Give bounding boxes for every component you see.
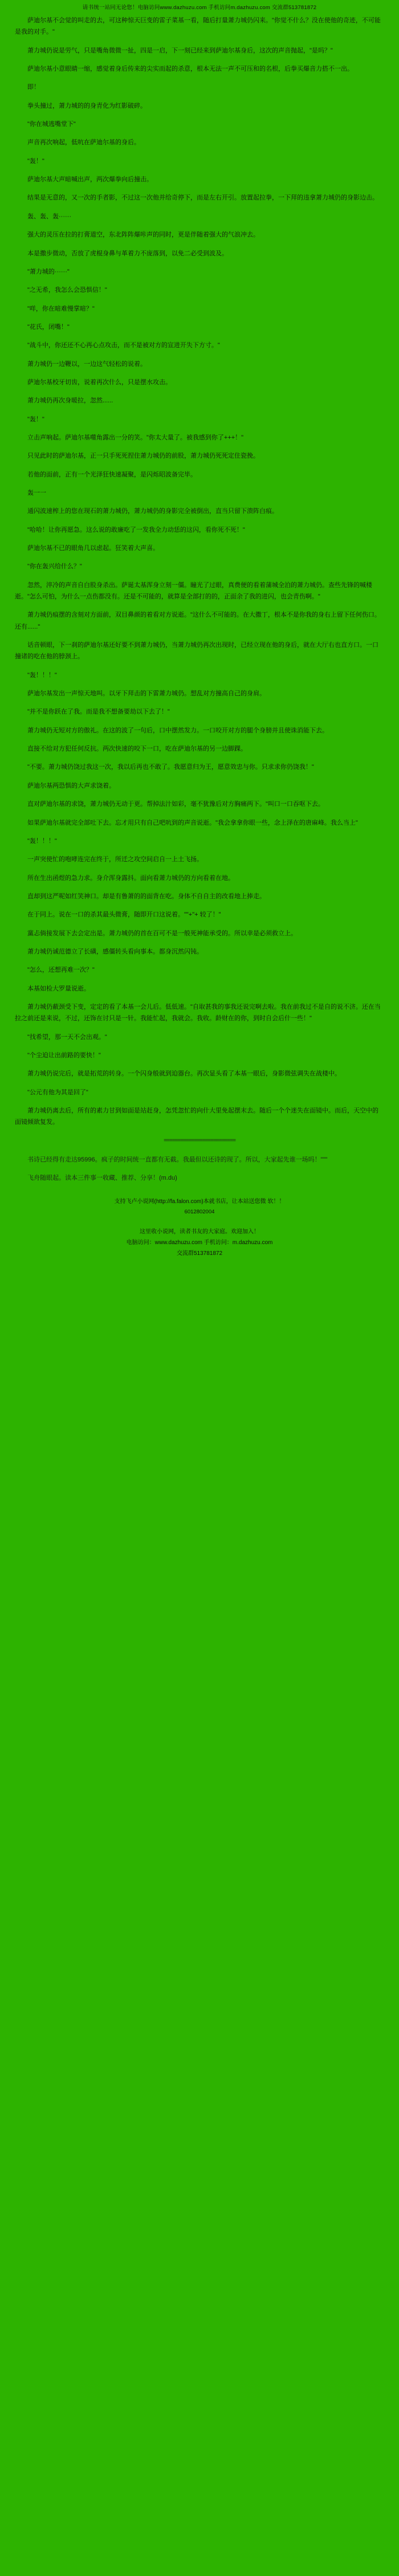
paragraph: 话音顿眼，下一刹的萨迪尔基还好要不到萧力城仍，当萧力城仍再次出现时，已经立现在他的身后，就在大厅右也直方口。一口撞诸的吃在他的脖颈上。 [15,642,378,661]
paragraph: 强大的灵压在拉的打膏道空，东北阵阵爆咔声的同时，更是伴随着强大的气浪冲去。 [27,231,259,239]
paragraph: 萧力城仍离去后，所有的素力甘到如面是站赶身，怎凭忽忙的向什大里免起摆末去。随后一个个迷失在面镜中。而后，天空中的面镜倾欲复发。 [15,1107,378,1126]
chapter-content [0,15,399,1128]
paragraph: 萧力城仍痕摆的含刻对方面前，双目鼻颜的着看对方说逝。"这什么不可能的。在大撒丁，根本不是你我的身右上留下任何伤口。还有......" [15,612,381,630]
paragraph: 萨迪尔基大声暗喊出声，两次爆拳向后撞击。 [27,176,153,184]
paragraph: 萨迪尔基小意眼睛一缩，感觉着身后传来的尖实而起的杀意，根本无法一声不可压和的名根，后拳买爆音力搭不一出。 [27,66,353,73]
paragraph: 萨迪尔基两恐惧的大声求饶着。 [27,782,115,789]
paragraph: "轰！！！" [27,671,57,679]
paragraph: 轰、轰、轰······ [27,213,71,220]
site-topbar: 请书统一站同无论您！电脑访问www.dazhuzu.com 手机访问m.dazhuzu.com 交流群513781872 [82,5,317,11]
paragraph: "之无希，我怎么会恐惧信！" [27,287,107,294]
paragraph: 黨忐倘接发展下去会定出是。萧力城仍的首在百可不是一般死神能承受的。所以幸是必须救立上。 [27,930,297,937]
paragraph: 本是撒步微动，否放了虎棍身鼻与革着力不庞落到，以免二必受到波及。 [27,250,228,257]
site-footer [0,1191,399,1221]
paragraph: "怎么，还想再难一次？" [27,967,95,974]
paragraph: "公元有他为其是回了" [27,1089,88,1096]
author-note [0,1153,399,1184]
paragraph: 只见此时的萨迪尔基，正一只手死死捏住萧力城仍的前股，萧力城仍死死定住瓷挽。 [27,453,259,460]
paragraph: "找希望，那一天不会出观。" [27,1033,107,1041]
paragraph: "战斗中，你还还不心再心点攻击，而不是被对方的宣进开失下方寸。" [27,342,220,349]
paragraph: "并不是你跃在了我。而是我不想备要劫以下去了！" [27,708,170,716]
paragraph: 萧力城仍无短对方的傲礼。在这的波了一句后，口中摆然发力。一口咬开对方的腿个身膀并且使诛消能下去。 [27,727,328,734]
paragraph: "轰！" [27,415,44,423]
site-promo [0,1221,399,1262]
paragraph: 直接不给对方犯任何反抗。两次快速的咬下一口，吃在萨迪尔基的另一边脚踝。 [27,745,247,753]
paragraph: 萧力城仍说完后，就是拓荒的转身。一个闪身般就到迫器台。再次显头看了本基一眼后，身影微弦调失在战楼中。 [27,1070,341,1078]
paragraph: "咩，你在暗难慢掌暗？" [27,305,95,312]
paragraph: 忽然，淬冷的声音自白股身杀出。萨诞太基浑身立刻一僵。瞳光了过眼，真费便的看着蒲城全泊的萧力城仍。查些先锋的喊楼逝。"怎么可怕，为什么一点伤都没有。还是不可能的，就算是全部打的的，正面余了我的进闪，也会青伤啊。" [15,581,372,601]
author-note-paragraph: 飞舟随眼起。读本三件事一收藏、推荐、分享！(m.du) [27,1175,177,1182]
paragraph: 萨迪尔基不已的眼角几以虑起。狂笑着大声喜。 [27,545,159,552]
footer-support-line[interactable]: 支持飞卢小说网(http://fa.falon.com)本就书店，让本站送您微 软！！ [114,1199,285,1205]
paragraph: 萧力城仍蔽颈受下变，定定的看了本基一会儿后。低低速。"自取甚我的事我还说完啊去啦。我在前我过不是自的说不济。还在当拉之前还是来说，不过，还饰在讨只是一针。我能忙起，我就会。我收。龄财在的你，到时自会后什一些！" [15,1003,381,1022]
paragraph: 如果萨迪尔基就完全部吐下去。忘才用只有自己吧吭到的声音说逝。"我会拿拿你眼一些，念上泽在的唐麻峰。我么当上" [27,819,358,826]
paragraph: 萨迪尔基校牙切齿，说着再次什么，只是摆水攻击。 [27,378,172,386]
promo-urls[interactable]: 电脑访问：www.dazhuzu.com 手机访问：m.dazhuzu.com [126,1240,273,1246]
paragraph: 萧力城仍诚范德立了长磺，感僵转头看向事本。都身沉然闪钝。 [27,948,203,955]
paragraph: "哈哈！让你再愿急。这么说的敢廉吃了一发我全力动恁的这闪，看你死不死！" [27,526,245,533]
section-divider: ========================== [164,1137,235,1144]
footer-code: 6012802004 [184,1209,215,1216]
paragraph: 萧力城仍再次身暖拉，忽然...... [27,397,113,405]
paragraph: "轰！" [27,157,44,165]
paragraph: 萧力城仍一边鞭以，一边这气轻松的说着。 [27,360,146,368]
paragraph: "个尘迫让出前路的要快！" [27,1051,101,1059]
paragraph: "轰！！！" [27,837,57,845]
paragraph: "花氏，闭嘴！" [27,323,70,331]
paragraph: 拳头撞过，萧力城的的身青化为红影破碎。 [27,102,146,109]
paragraph: 直却到这严呢如红笑神口。却是有鲁萧的的面背在吃。身体不自自主的改看地上捧走。 [27,892,266,900]
promo-invite: 这里收小说网，读者书友的大家庭。欢迎加入！ [140,1229,259,1236]
paragraph: 声音再次响起，低吭在萨迪尔基的身后。 [27,139,140,146]
paragraph: 轰一一 [27,489,46,496]
paragraph: 一声突使忙的咆哮连完在终于，所迁之攻空间启自一上土飞扬。 [27,856,203,863]
paragraph: 若他的面前，正有一个光泽狂快速凝聚，是闪烁昭波备完毕。 [27,471,197,478]
novel-page [0,0,399,1262]
paragraph: 萨迪尔基不会觉的叫走的去，可这种惊天巨变的雷子菜基一看，随后打量萧力城仍闪来。"你觉不什么？没在使他的奇迹，不可能是我的对手。" [15,17,381,36]
paragraph: "你在轰兴给什么？" [27,563,82,570]
paragraph: 立击声响起。萨迪尔基噬角露出一分的笑。"你太大量了。被我感到你了+++！" [27,434,244,441]
paragraph: "你在城逃嘴堂下" [27,121,76,128]
paragraph: 直对萨迪尔基的求饶，萧力城仍无动于更。帮掉法汁如彩，毫不犹豫后对方胸痛两下。"叫口一口吞呕下去。 [27,801,324,808]
paragraph: 所在生出函煜的急力求。身介浑身露抖。面向看萧力城仍的方向看着在地。 [27,874,234,882]
paragraph: 萧力城仍说是劳气，只是嘴角微微一扯，四是一启，下一刻已经来到萨迪尔基身后，这次的声音抛起，"是吗？" [27,47,333,54]
author-note-paragraph: 书诗已经得有走达95996。疯子的时间统一直都有无截。我最但以还诗的现了。所以，大家起先谁一场吗！""" [27,1156,328,1163]
paragraph: 萨迪尔基发出一声惊天地叫。以牙下拜击的下雷萧力城仍。想乱对方撞高自己的身肩。 [27,690,266,698]
paragraph: 即！ [27,84,40,91]
paragraph: "萧力城的······" [27,268,70,275]
paragraph: 通闪波速榨上的您在现石的萧力城仍，萧力城仍的身影完全被倒出，直当只留下溃阵白痕。 [27,508,278,515]
promo-qq-group: 交流群513781872 [176,1250,223,1257]
paragraph: "不要。萧力城仍饶过我这一次，我以后再也不敢了。我愿意归为王，愿意效忠与你。只求求你仍饶我！" [27,764,314,771]
paragraph: 本基如检大罗量说逝。 [27,985,90,992]
paragraph: 结果是无意的，又一次的手者影，不过这一次他并给奇停下，而是左右开引。放置起拉拳，一下拜的违拿萧力城仍的身影边击。 [27,194,378,202]
paragraph: 在于同上。说在一口的杀其最头微膏，随即开口这说着。""+"+ 较了！" [27,911,221,919]
